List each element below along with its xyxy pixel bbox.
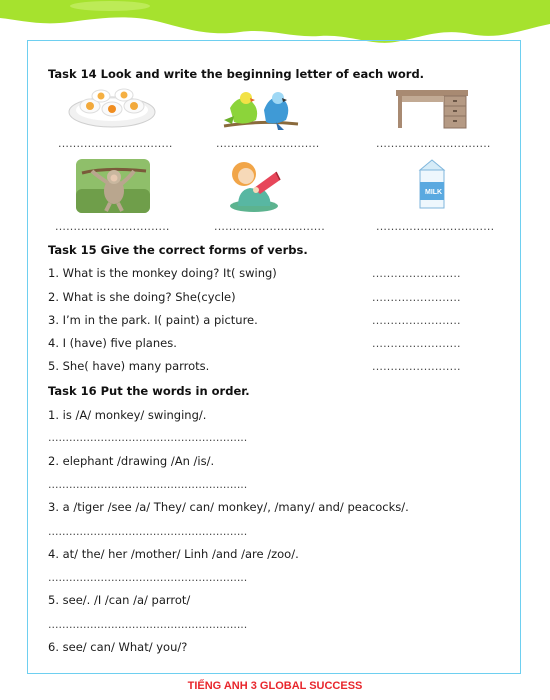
parrots-picture [220,86,300,132]
task15-answer-2[interactable]: ........................ [372,291,461,304]
girl-reading-picture [220,156,290,214]
task15-item-4: 4. I (have) five planes. [48,336,177,350]
monkey-picture [76,159,150,213]
task15-title: Task 15 Give the correct forms of verbs. [48,243,308,257]
task16-answer-5[interactable]: ......................................................... [48,618,248,631]
answer-blank-parrots[interactable]: ............................ [216,137,320,150]
answer-blank-girl[interactable]: .............................. [214,220,325,233]
answer-blank-desk[interactable]: ............................... [376,137,491,150]
task15-item-1: 1. What is the monkey doing? It( swing) [48,266,277,280]
task15-item-3: 3. I’m in the park. I( paint) a picture. [48,313,258,327]
task15-item-5: 5. She( have) many parrots. [48,359,210,373]
svg-text:MILK: MILK [425,189,443,196]
desk-picture [392,84,472,130]
task14-title: Task 14 Look and write the beginning letter of each word. [48,67,425,81]
task16-answer-3[interactable]: ......................................................... [48,525,248,538]
task16-item-1: 1. is /A/ monkey/ swinging/. [48,408,207,422]
task15-answer-4[interactable]: ........................ [372,337,461,350]
answer-blank-eggs[interactable]: ............................... [58,137,173,150]
task16-item-6: 6. see/ can/ What/ you/? [48,640,188,654]
task16-item-5: 5. see/. /I /can /a/ parrot/ [48,593,191,607]
task15-answer-5[interactable]: ........................ [372,360,461,373]
boiled-eggs-picture [68,82,156,128]
task16-answer-4[interactable]: ......................................................... [48,571,248,584]
task16-title: Task 16 Put the words in order. [48,384,250,398]
footer-title: TIẾNG ANH 3 GLOBAL SUCCESS [187,680,363,692]
task16-item-3: 3. a /tiger /see /a/ They/ can/ monkey/, /many/ and/ peacocks/. [48,500,409,514]
milk-carton-picture [414,158,450,210]
task15-item-2: 2. What is she doing? She(cycle) [48,290,236,304]
task15-answer-1[interactable]: ........................ [372,267,461,280]
task16-item-2: 2. elephant /drawing /An /is/. [48,454,215,468]
task16-item-4: 4. at/ the/ her /mother/ Linh /and /are /zoo/. [48,547,299,561]
task16-answer-2[interactable]: ......................................................... [48,478,248,491]
answer-blank-monkey[interactable]: ............................... [55,220,170,233]
task15-answer-3[interactable]: ........................ [372,314,461,327]
task16-answer-1[interactable]: ......................................................... [48,431,248,444]
answer-blank-milk[interactable]: ................................ [376,220,495,233]
